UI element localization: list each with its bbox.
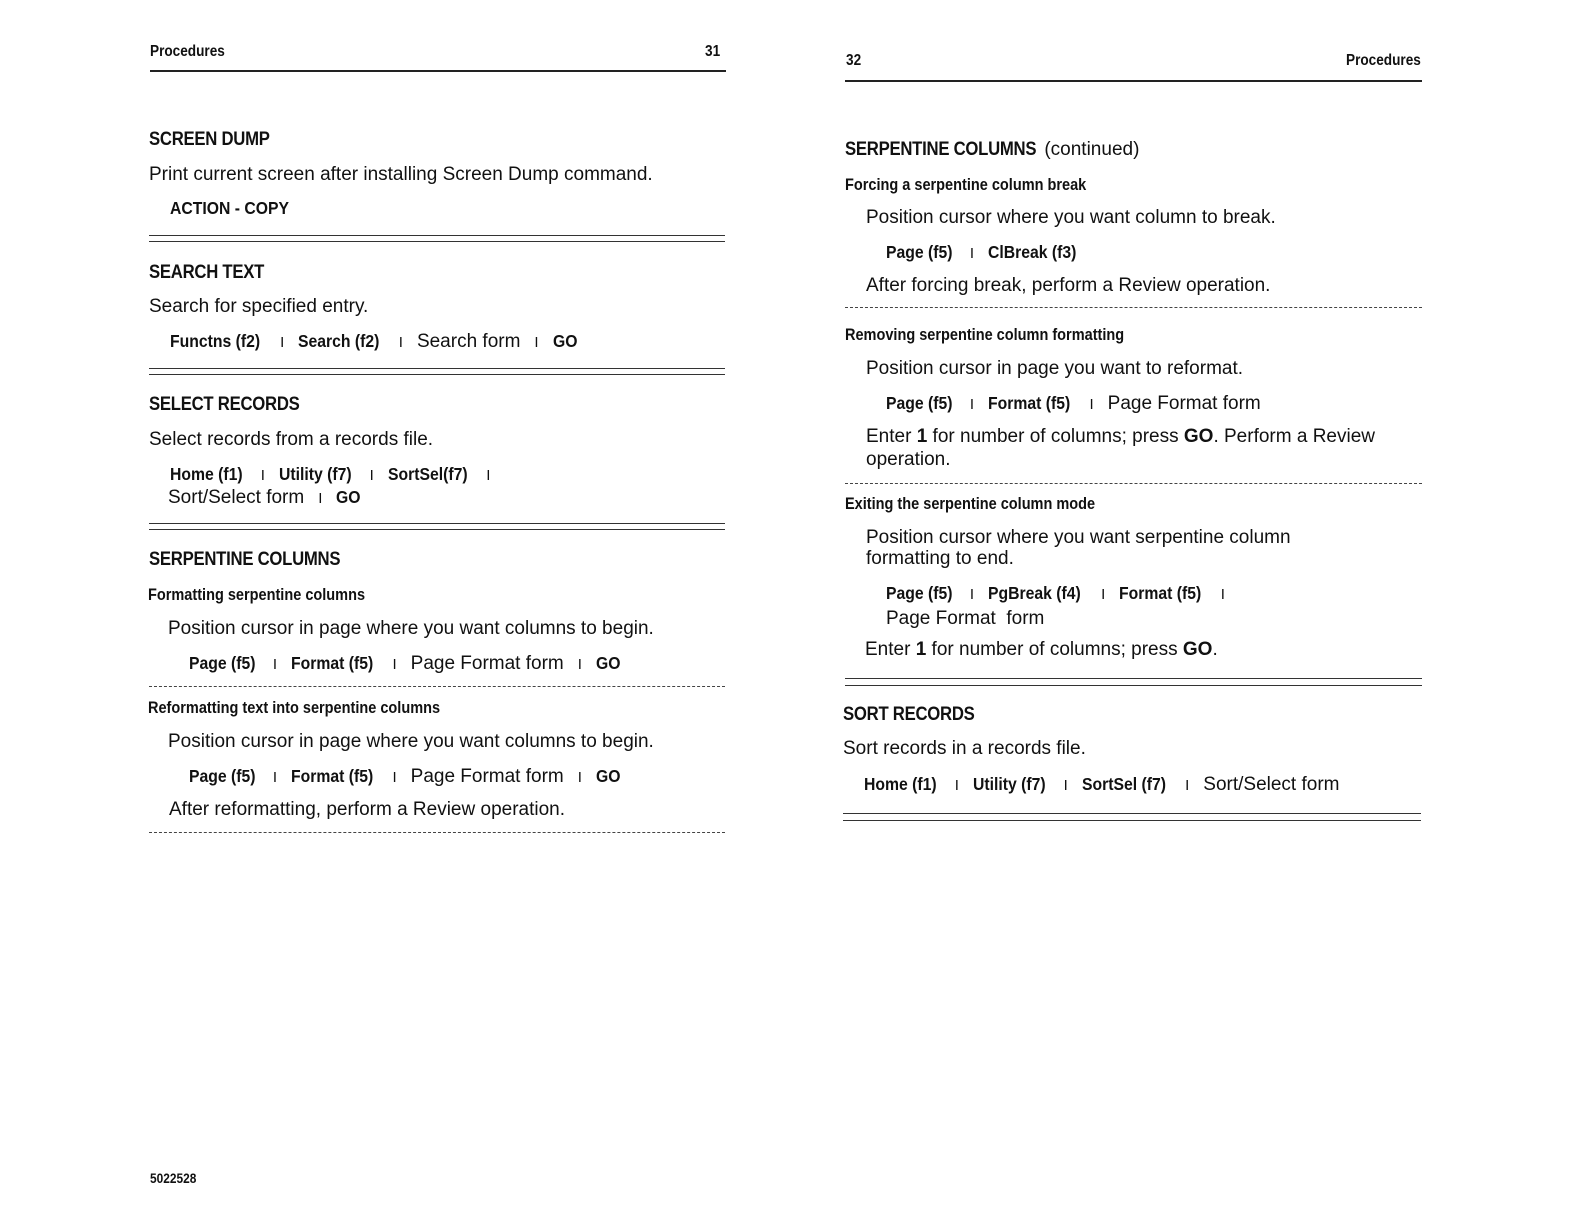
key: Format (f5) <box>988 393 1071 413</box>
separator: I <box>969 586 975 603</box>
key: Page (f5) <box>886 393 953 413</box>
key: Page (f5) <box>886 242 953 262</box>
instruction <box>865 638 1218 662</box>
dashed-divider <box>845 483 1422 484</box>
separator: I <box>1220 586 1225 603</box>
key: Utility (f7) <box>278 464 352 484</box>
action-label: ACTION - COPY <box>170 198 290 218</box>
page-number: 31 <box>705 43 721 60</box>
divider <box>149 241 725 242</box>
subsection-title: Reformatting text into serpentine columns <box>148 699 441 717</box>
key: Search (f2) <box>298 331 380 351</box>
key: Home (f1) <box>864 774 937 794</box>
instruction-key: GO <box>1182 639 1213 660</box>
key: GO <box>336 487 361 507</box>
subsection-title: Removing serpentine column formatting <box>845 326 1125 344</box>
form-name: Search form <box>416 331 521 352</box>
separator: I <box>969 396 975 413</box>
key: Format (f5) <box>291 653 374 673</box>
separator: I <box>577 769 582 786</box>
instruction-text: . <box>1212 639 1218 660</box>
section-desc: Search for specified entry. <box>149 296 369 317</box>
instruction-key: GO <box>1183 426 1214 447</box>
section-title: SERPENTINE COLUMNS <box>149 549 341 570</box>
key-sequence <box>886 391 1261 417</box>
dashed-divider <box>149 686 725 687</box>
subsection-title: Formatting serpentine columns <box>148 586 366 604</box>
header-rule <box>150 70 726 72</box>
key: Format (f5) <box>291 766 374 786</box>
section-title: SELECT RECORDS <box>149 394 300 415</box>
key-sequence <box>886 240 1082 266</box>
section-title: SEARCH TEXT <box>149 262 265 283</box>
separator: I <box>1063 777 1068 794</box>
key: Page (f5) <box>189 766 256 786</box>
key: Format (f5) <box>1119 583 1202 603</box>
key-sequence <box>189 764 619 790</box>
form-name: Page Format form <box>886 608 1045 629</box>
instruction-value: 1 <box>916 426 928 447</box>
key-sequence-cont <box>168 485 360 511</box>
section-desc: Position cursor where you want serpentine column <box>866 527 1291 548</box>
instruction-text: for number of columns; press <box>927 426 1184 447</box>
section-desc: Print current screen after installing Screen Dump command. <box>149 164 653 185</box>
continued-label: (continued) <box>1044 139 1140 160</box>
instruction-text: . Perform a Review <box>1213 426 1375 447</box>
separator: I <box>534 334 539 351</box>
divider <box>843 813 1421 814</box>
divider <box>149 235 725 236</box>
section-title-line <box>845 138 1139 162</box>
instruction-text: Enter <box>866 426 917 447</box>
form-name: Sort/Select form <box>168 487 305 508</box>
divider <box>845 678 1422 679</box>
separator: I <box>369 467 374 484</box>
divider <box>843 820 1421 821</box>
key-sequence <box>864 772 1340 798</box>
section-desc: Sort records in a records file. <box>843 738 1086 759</box>
instruction-text: Enter <box>865 639 916 660</box>
section-title: SCREEN DUMP <box>149 129 270 150</box>
subsection-title: Exiting the serpentine column mode <box>845 495 1096 513</box>
note: After forcing break, perform a Review operation. <box>866 275 1271 296</box>
separator: I <box>318 490 323 507</box>
form-name: Page Format form <box>410 766 564 787</box>
separator: I <box>392 769 397 786</box>
subsection-title: Forcing a serpentine column break <box>845 176 1087 194</box>
instruction-text: for number of columns; press <box>926 639 1183 660</box>
key: Page (f5) <box>189 653 256 673</box>
key: PgBreak (f4) <box>988 583 1081 603</box>
running-header: Procedures <box>1346 52 1421 69</box>
header-rule <box>845 80 1422 82</box>
separator: I <box>272 769 278 786</box>
divider <box>149 368 725 369</box>
key: GO <box>595 766 621 786</box>
key-sequence <box>189 651 619 677</box>
separator: I <box>954 777 959 794</box>
separator: I <box>577 656 582 673</box>
form-name: Page Format form <box>410 653 564 674</box>
dashed-divider <box>149 832 725 833</box>
form-name: Sort/Select form <box>1203 774 1340 795</box>
instruction-value: 1 <box>915 639 927 660</box>
section-desc-cont: formatting to end. <box>866 548 1014 569</box>
running-header: Procedures <box>150 43 225 60</box>
divider <box>845 685 1422 686</box>
section-desc: Position cursor in page you want to reformat. <box>866 358 1244 379</box>
dashed-divider <box>845 307 1422 308</box>
key: SortSel (f7) <box>1081 774 1166 794</box>
key: Page (f5) <box>886 583 953 603</box>
note: After reformatting, perform a Review operation. <box>169 799 566 820</box>
separator: I <box>1089 396 1094 413</box>
divider <box>149 529 725 530</box>
key-sequence <box>886 581 1239 607</box>
separator: I <box>272 656 278 673</box>
separator: I <box>486 467 491 484</box>
instruction-cont: operation. <box>866 449 951 470</box>
section-title: SORT RECORDS <box>843 704 975 725</box>
key-sequence <box>170 329 576 355</box>
section-desc: Position cursor in page where you want columns to begin. <box>168 618 654 639</box>
section-desc: Position cursor in page where you want columns to begin. <box>168 731 654 752</box>
key: Utility (f7) <box>972 774 1046 794</box>
key: ClBreak (f3) <box>988 242 1077 262</box>
separator: I <box>260 467 265 484</box>
section-desc: Select records from a records file. <box>149 429 434 450</box>
separator: I <box>1101 586 1106 603</box>
instruction <box>866 425 1375 449</box>
key: GO <box>552 331 578 351</box>
separator: I <box>1185 777 1190 794</box>
separator: I <box>969 245 975 262</box>
separator: I <box>392 656 397 673</box>
divider <box>149 374 725 375</box>
key: GO <box>595 653 621 673</box>
separator: I <box>398 334 403 351</box>
form-name: Page Format form <box>1107 393 1261 414</box>
section-title: SERPENTINE COLUMNS <box>845 139 1037 160</box>
section-desc: Position cursor where you want column to break. <box>866 207 1276 228</box>
page-number: 32 <box>846 52 862 69</box>
divider <box>149 523 725 524</box>
key: Functns (f2) <box>170 331 261 351</box>
document-number: 5022528 <box>150 1170 197 1186</box>
separator: I <box>280 334 285 351</box>
key: Home (f1) <box>170 464 243 484</box>
key: SortSel(f7) <box>387 464 468 484</box>
